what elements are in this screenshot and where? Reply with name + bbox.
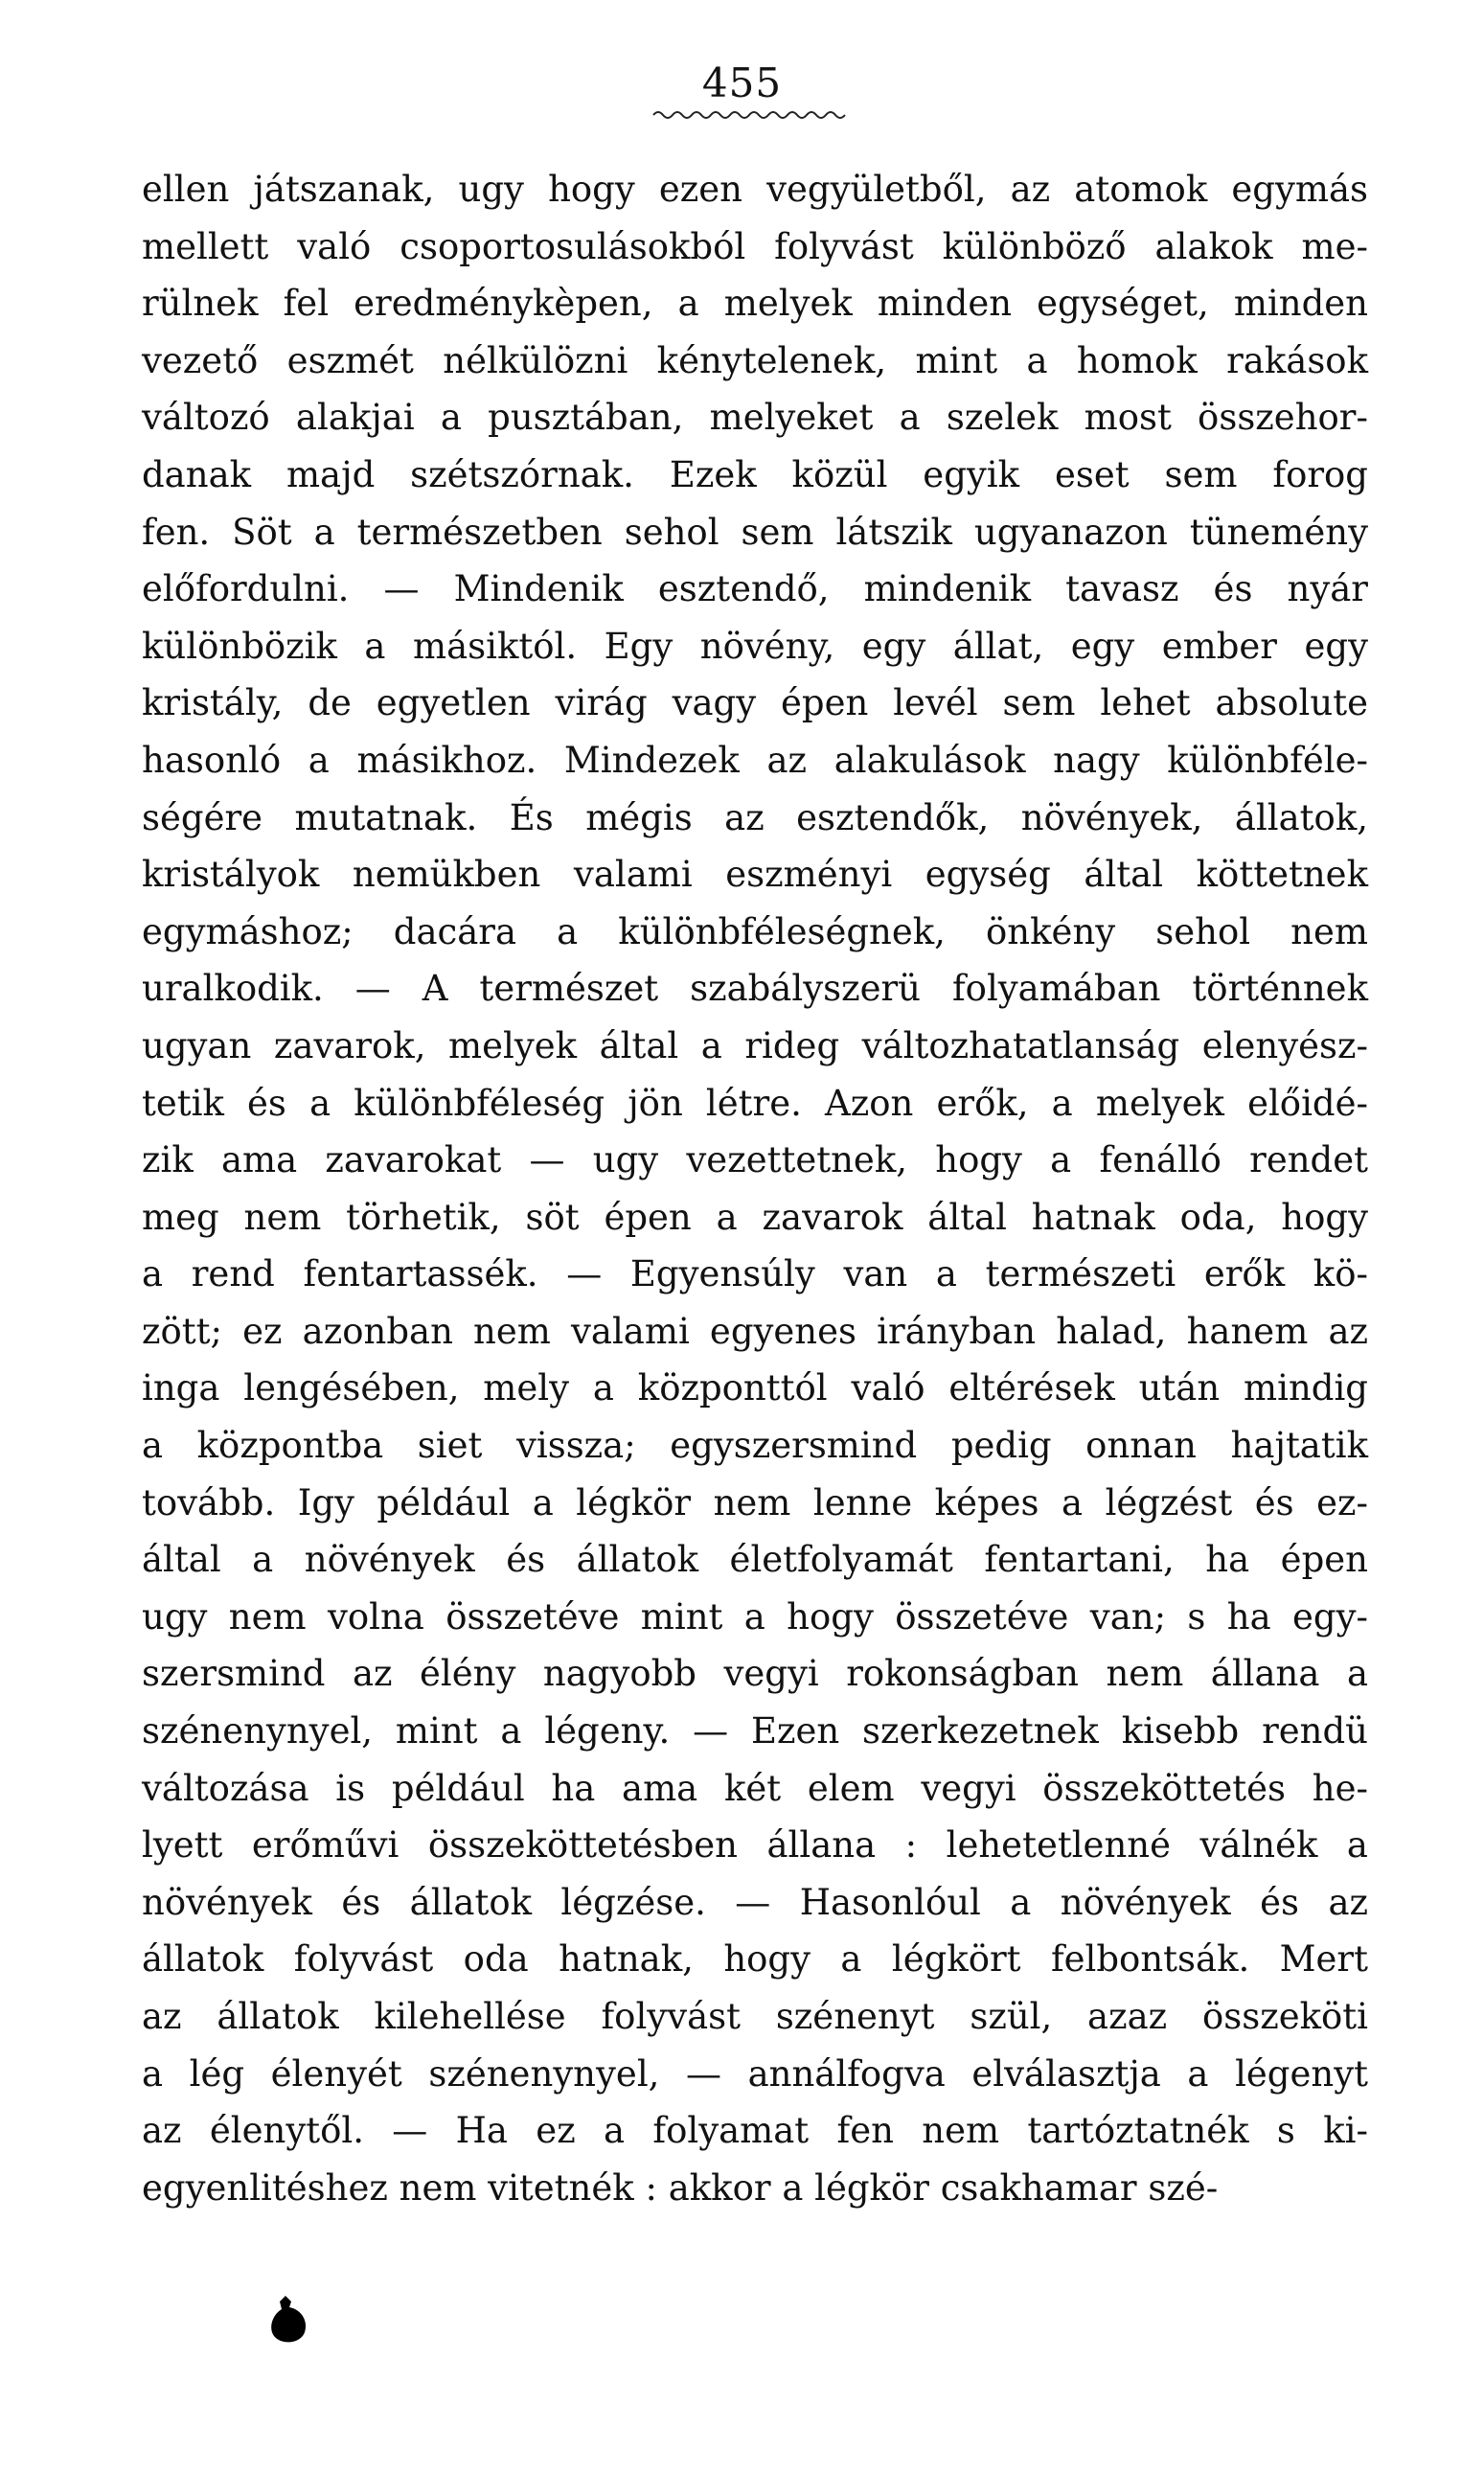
text-line: szersmind az élény nagyobb vegyi rokonságban nem állana a: [142, 1653, 1368, 1695]
text-line: szénenynyel, mint a légeny. — Ezen szerkezetnek kisebb rendü: [142, 1710, 1368, 1752]
text-line: ségére mutatnak. És mégis az esztendők, növények, állatok,: [142, 796, 1368, 838]
text-line: előfordulni. — Mindenik esztendő, mindenik tavasz és nyár: [142, 568, 1368, 610]
text-line: egyenlitéshez nem vitetnék : akkor a légkör csakhamar szé-: [142, 2166, 1219, 2209]
page-number: 455: [701, 59, 783, 106]
text-line: vezető eszmét nélkülözni kénytelenek, mint a homok rakások: [142, 339, 1368, 381]
text-line: mellett való csoportosulásokból folyvást különböző alakok me-: [142, 225, 1368, 267]
text-line: ugy nem volna összetéve mint a hogy összetéve van; s ha egy-: [142, 1595, 1368, 1638]
text-line: lyett erőművi összeköttetésben állana : lehetetlenné válnék a: [142, 1824, 1368, 1867]
text-line: tetik és a különbféleség jön létre. Azon erők, a melyek előidé-: [142, 1082, 1368, 1124]
text-line: állatok folyvást oda hatnak, hogy a légkört felbontsák. Mert: [142, 1938, 1368, 1981]
text-line: által a növények és állatok életfolyamát fentartani, ha épen: [142, 1539, 1368, 1581]
text-line: változó alakjai a pusztában, melyeket a szelek most összehor-: [142, 397, 1368, 439]
wavy-ornament-icon: [651, 107, 853, 123]
text-line: inga lengésében, mely a központtól való eltérések után mindig: [142, 1367, 1368, 1409]
text-line: változása is például ha ama két elem vegyi összeköttetés he-: [142, 1767, 1368, 1809]
text-line: zött; ez azonban nem valami egyenes irányban halad, hanem az: [142, 1310, 1368, 1352]
text-line: a rend fentartassék. — Egyensúly van a természeti erők kö-: [142, 1253, 1368, 1295]
text-line: ugyan zavarok, melyek által a rideg változhatatlanság elenyész-: [142, 1024, 1368, 1066]
text-line: az állatok kilehellése folyvást szénenyt szül, azaz összeköti: [142, 1996, 1368, 2037]
text-line: fen. Söt a természetben sehol sem látszik ugyanazon tünemény: [142, 511, 1368, 553]
text-line: az élenytől. — Ha ez a folyamat fen nem tartóztatnék s ki-: [142, 2110, 1368, 2152]
body-text: [142, 161, 1368, 2216]
text-line: tovább. Igy például a légkör nem lenne képes a légzést és ez-: [142, 1481, 1368, 1523]
text-line: különbözik a másiktól. Egy növény, egy állat, egy ember egy: [142, 625, 1368, 667]
text-line: kristályok nemükben valami eszményi egység által köttetnek: [142, 854, 1368, 896]
text-line: danak majd szétszórnak. Ezek közül egyik eset sem forog: [142, 453, 1368, 495]
text-line: zik ama zavarokat — ugy vezettetnek, hogy a fenálló rendet: [142, 1139, 1368, 1181]
text-line: a lég élenyét szénenynyel, — annálfogva elválasztja a légenyt: [142, 2052, 1368, 2095]
text-line: hasonló a másikhoz. Mindezek az alakulások nagy különbféle-: [142, 739, 1368, 781]
text-line: növények és állatok légzése. — Hasonlóul a növények és az: [142, 1881, 1368, 1923]
text-line: kristály, de egyetlen virág vagy épen levél sem lehet absolute: [142, 682, 1368, 724]
text-line: uralkodik. — A természet szabályszerü folyamában történnek: [142, 968, 1368, 1010]
text-line: rülnek fel eredménykèpen, a melyek minden egységet, minden: [142, 283, 1368, 325]
text-line: ellen játszanak, ugy hogy ezen vegyületből, az atomok egymás: [142, 169, 1368, 210]
ink-blot-icon: [266, 2292, 312, 2348]
text-line: a központba siet vissza; egyszersmind pedig onnan hajtatik: [142, 1425, 1368, 1467]
text-line: egymáshoz; dacára a különbféleségnek, önkény sehol nem: [142, 910, 1368, 952]
text-line: meg nem törhetik, söt épen a zavarok által hatnak oda, hogy: [142, 1196, 1368, 1238]
